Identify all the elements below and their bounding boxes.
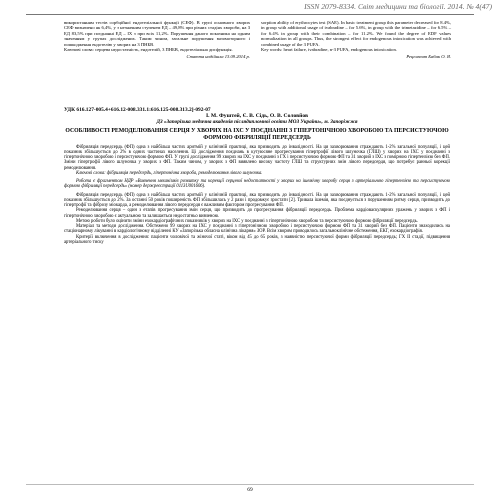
article-title: ОСОБЛИВОСТІ РЕМОДЕЛЮВАННЯ СЕРЦЯ У ХВОРИХ НА ІХС У ПОЄДНАННІ З ГІПЕРТОНІЧНОЮ ХВОРОБОЮ ТА ПЕРСИСТУЮЧОЮ ФОРМОЮ ФІБРИЛЯЦІЇ ПЕРЕДСЕРДЬ	[65, 127, 449, 142]
prev-abstract-paragraph-en: sorption ability of erythrocytes test (SAE). In basic treatment group this parameter decreased for 8.4%, in group with additional usage of ivabradine – for 5.6%, in group with the trimetazidine – for 6.5% – for 6.4% in group with their combination – for 11.2%. We found the degree of EDF values normalization in all groups. Thus, the strongest effect for endogenous intoxication was achieved with combined usage of the 3 PUFA.	[261, 20, 451, 47]
article	[64, 108, 450, 245]
footer-rule	[26, 484, 474, 485]
prev-abstract-paragraph: використанням тестів сорбційної ендотеліальної функції (СЕФ). В групі основного хворих СЕФ визначено як 6,4%, у з незначним ступенем ЕД – 49,8% при різних стадіях хвороби, на 3 ЕД 83,5% при поєднанні ЕД – ІХ з при всіх 11,2%. Порушення даного показника на одним значенням у групах досліджених. Таким чином, загальне порушення вазомоторного і пошкодження ендотелію у хворих на 3 ПНБВ.	[64, 20, 250, 47]
prev-keywords: Ключові слова: серцева недостатність, ендотелій, 3 ПНБВ, ендотеліальна дисфункція.	[64, 47, 233, 53]
reviewer: Рецензент Бабак О. Я.	[406, 53, 451, 59]
body-paragraph: Матеріал та методи дослідження. Обстежено 99 хворих на ІХС у поєднанні з гіпертонічною хворобою і персистуючою формою ФП та 31 хворий без ФП. Пацієнти знаходились на стаціонарному лікуванні в кардіологічному відділенні КУ «Запорізька обласна клінічна лікарня» ЗОР. Всім хворим проводилось загальноклінічне обстеження, ЕКГ, ехокардіографія.	[64, 224, 450, 235]
prev-article-left-column	[64, 20, 250, 59]
authors: І. М. Фуштей, Є. В. Сідь, О. В. Соловйов	[205, 113, 309, 120]
body-paragraph: Фібриляція передсердь (ФП) одна з найбільш частих аритмій у клінічній практиці, яка призводить до інвалідності. На ця захворювання страждають 1-2% загальної популяції, і цей показник збільшується до 2%. За останні 50 років поширеність ФП збільшилась у 2 рази і продовжує зростати [2]. Тривала ішемія, яка поєднується з порушенням ритму серця, призводить до гіпертрофії та фіброзу міокарда, а ремоделювання лівого передсердя є важливим фактором прогресування ФП.	[64, 192, 450, 209]
body-paragraph: Критерії включення в дослідження: пацієнти чоловічої та жіночої статі, віком від 45 до 65 років, з наявністю персистуючої форми фібриляції передсердь; ГХ ІІ стадії, підвищення артеріального тиску	[64, 234, 450, 245]
abstract: Фібриляція передсердь (ФП) одна з найбільш частих аритмій у клінічній практиці, яка призводить до інвалідності. На ця захворювання страждають 1-2% загальної популяції, і цей показник збільшується до 2% в одних частинах населення. Ці дослідження поєднань в кутуюсяне прогресування гіпертрофії лівого шлуночка (ГЛШ) у хворих на ІХС у поєднанні з гіпертонічною хворобою і персистуючою формою ФП. У групі дослідження 99 хворих на ІХС у поєднанні з ГХ і персистуючою формою ФП та 31 хворий з ІХС з помірною гіпертензією без ФП. Зміни гіпертрофії лівого шлуночка у хворих з ФП. Таким чином, у хворих з ФП виявлено високу частоту ГЛШ та структурних змін лівого передсердя, що потребує ранньої корекції ремоделювання.	[64, 144, 450, 171]
received-date: Стаття надійшла 13.09.2014 р.	[186, 53, 250, 59]
prev-keywords-en: Key words: heart failure, ivabradine, n-3 PUFA, endogenous intoxication.	[261, 47, 397, 53]
keywords: Ключові слова: фібриляція передсердь, гіпертонічна хвороба, ремоделювання лівого шлуночка.	[76, 170, 263, 176]
funding-note: Робота є фрагментом НДР «Вивчення механізмів розвитку та корекції серцевої недостатності у хворих на ішемічну хворобу серця з артеріальною гіпертензією та персистуючою формою фібриляції передсердь» (номер держреєстрації 0113U001606).	[64, 179, 450, 190]
running-head: ISSN 2079-8334. Світ медицини та біології. 2014. № 4(47)	[304, 2, 492, 11]
udc-code: УДК 616.127-005.4+616.12-008.331.1:616.125-008.313.2]-092-07	[64, 107, 211, 113]
affiliation: ДЗ «Запорізька медична академія післядипломної освіти МОЗ України», м. Запоріжжя	[156, 118, 358, 125]
body-paragraph: Метою роботи було оцінити зміни ехокардіографічних показників у хворих на ІХС у поєднанні з гіпертонічною хворобою та персистуючою формою фібриляції передсердь.	[76, 218, 418, 224]
header-rule	[26, 14, 474, 15]
body-paragraph: Ремоделювання серця – один з етапів прогресування змін серця, що призводить до прогресування фібриляції передсердь. Проблема кардіоваскулярних уражень у хворих з ФП і гіпертонічною хворобою є актуальною та залишається недостатньо вивченою.	[64, 208, 450, 219]
page-number: 69	[247, 487, 253, 493]
prev-article-right-column	[261, 20, 451, 59]
